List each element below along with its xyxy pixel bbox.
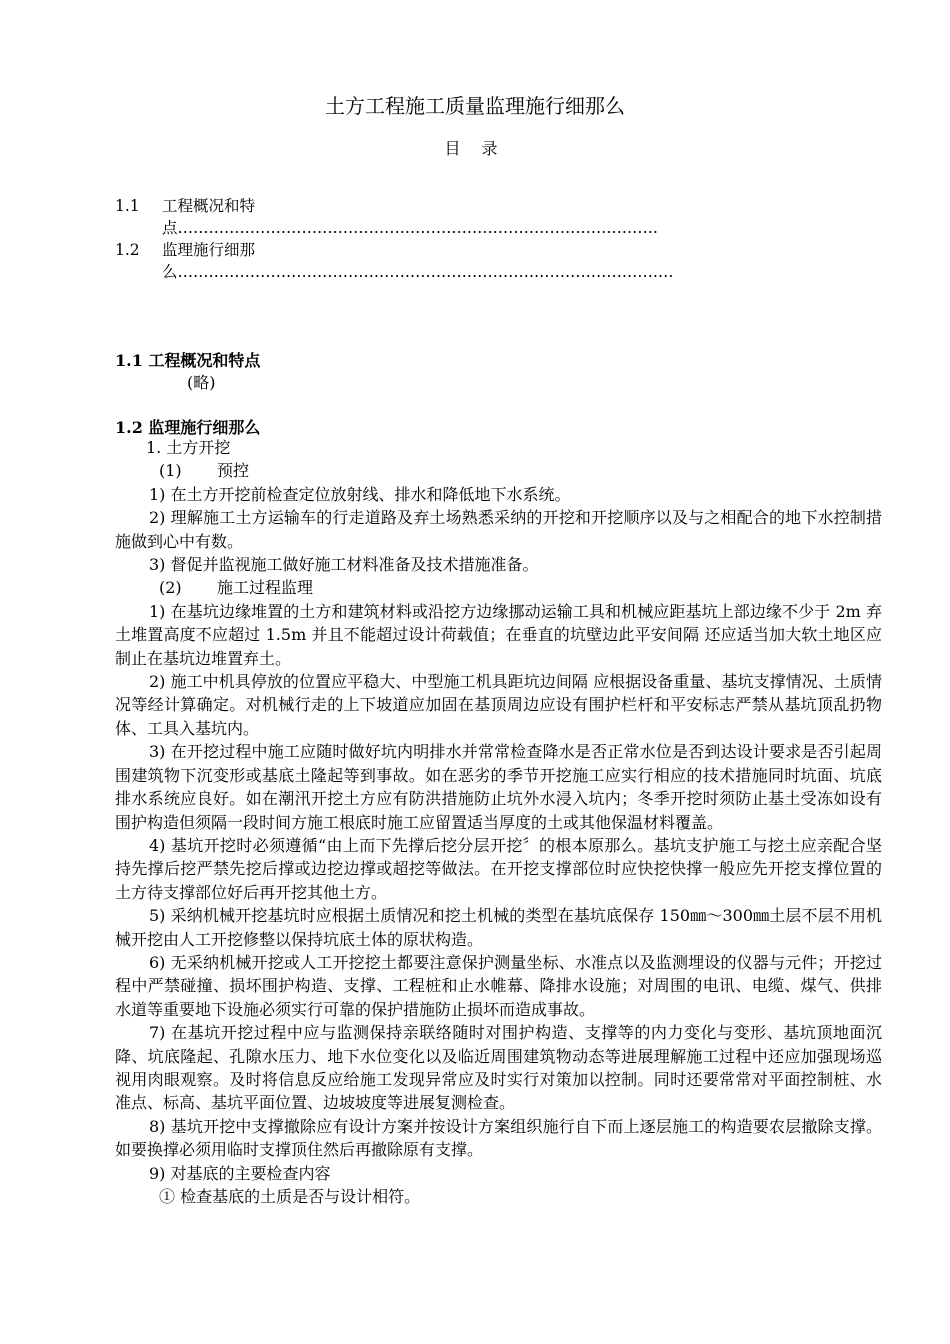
paragraph: 8) 基坑开挖中支撑撤除应有设计方案并按设计方案组织施行自下而上逐层施工的构造要农层撤除支撑。如要换撑必须用临时支撑顶住然后再撤除原有支撑。 — [115, 1116, 882, 1160]
section-body: (略) — [187, 373, 216, 392]
toc-entry-number: 1.2 — [115, 241, 140, 259]
item-label: (1) — [159, 461, 182, 481]
toc-title: 目 录 — [444, 139, 506, 158]
toc-entry-title: 工程概况和特 — [162, 197, 256, 215]
toc-entry-number: 1.1 — [115, 197, 140, 215]
toc-entry-leader: 么…………………………………………………………………………………… — [162, 263, 674, 281]
paragraph: 4) 基坑开挖时必须遵循“由上而下先撑后挖分层开挖〞的根本原那么。基坑支护施工与挖土应亲配合坚持先撑后挖严禁先挖后撑或边挖边撑或超挖等做法。在开挖支撑部位时应快挖快撑一般应先开挖支撑位置的土方待支撑部位好后再开挖其他土方。 — [115, 835, 882, 902]
paragraph: 9) 对基底的主要检查内容 — [149, 1163, 331, 1183]
subsection-title: 1. 土方开挖 — [146, 438, 231, 457]
item-text: 施工过程监理 — [217, 578, 314, 598]
paragraph: 6) 无采纳机械开挖或人工开挖挖土都要注意保护测量坐标、水准点以及监测埋设的仪器与元件；开挖过程中严禁碰撞、损坏围护构造、支撑、工程桩和止水帷幕、降排水设施；对周围的电讯、电缆、煤气、供排水道等重要地下设施必须实行可靠的保护措施防止损坏而造成事故。 — [115, 952, 882, 1019]
paragraph: 1) 在基坑边缘堆置的土方和建筑材料或沿挖方边缘挪动运输工具和机械应距基坑上部边缘不少于 2m 弃土堆置高度不应超过 1.5m 并且不能超过设计荷载值；在垂直的坑壁边此平安间隔 还应适当加大软土地区应制止在基坑边堆置弃土。 — [115, 601, 882, 668]
toc-entry-title: 监理施行细那 — [162, 241, 256, 259]
section-heading: 1.2 监理施行细那么 — [115, 418, 261, 437]
toc-entry-leader: 点………………………………………………………………………………… — [162, 219, 659, 237]
item-heading — [115, 459, 882, 482]
paragraph: 3) 督促并监视施工做好施工材料准备及技术措施准备。 — [149, 555, 539, 575]
paragraph: ① 检查基底的土质是否与设计相符。 — [159, 1187, 421, 1206]
section-heading: 1.1 工程概况和特点 — [115, 351, 261, 370]
paragraph: 3) 在开挖过程中施工应随时做好坑内明排水并常常检查降水是否正常水位是否到达设计要求是否引起周围建筑物下沉变形或基底土隆起等到事故。如在恶劣的季节开挖施工应实行相应的技术措施同时坑面、坑底排水系统应良好。如在潮汛开挖土方应有防洪措施防止坑外水浸入坑内；冬季开挖时须防止基土受冻如设有围护构造但须隔一段时间方施工根底时施工应留置适当厚度的土或其他保温材料覆盖。 — [115, 742, 882, 832]
paragraph: 5) 采纳机械开挖基坑时应根据土质情况和挖土机械的类型在基坑底保存 150㎜～300㎜土层不层不用机械开挖由人工开挖修整以保持坑底土体的原状构造。 — [115, 906, 882, 949]
section-content — [115, 436, 882, 1208]
paragraph: 7) 在基坑开挖过程中应与监测保持亲联络随时对围护构造、支撑等的内力变化与变形、基坑顶地面沉降、坑底隆起、孔隙水压力、地下水位变化以及临近周围建筑物动态等进展理解施工过程中还应加强现场巡视用肉眼观察。及时将信息反应给施工发现异常应及时实行对策加以控制。同时还要常常对平面控制桩、水准点、标高、基坑平面位置、边坡坡度等进展复测检查。 — [115, 1023, 882, 1113]
paragraph: 2) 施工中机具停放的位置应平稳大、中型施工机具距坑边间隔 应根据设备重量、基坑支撑情况、土质情况等经计算确定。对机械行走的上下坡道应加固在基顶周边应设有围护栏杆和平安标志严禁从基坑顶乱扔物体、工具入基坑内。 — [115, 672, 882, 738]
document-title: 土方工程施工质量监理施行细那么 — [325, 94, 625, 118]
item-heading — [115, 576, 882, 599]
item-text: 预控 — [217, 461, 250, 481]
item-label: (2) — [159, 578, 182, 598]
paragraph: 2) 理解施工土方运输车的行走道路及弃土场熟悉采纳的开挖和开挖顺序以及与之相配合的地下水控制措施做到心中有数。 — [115, 508, 882, 551]
paragraph: 1) 在土方开挖前检查定位放射线、排水和降低地下水系统。 — [149, 484, 571, 504]
